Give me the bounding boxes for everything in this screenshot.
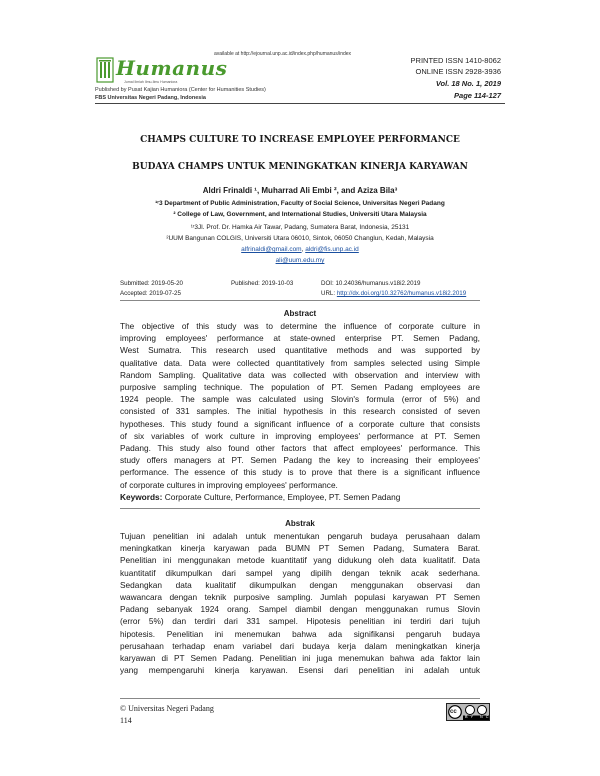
abstract-line: 1924 people. The sample was calculated using Slovin's formula (error of 5%) and	[120, 394, 480, 405]
abstrak-line: Sedangkan data kualitatif dikumpulkan dengan menggunakan observasi dan	[120, 579, 480, 590]
humanus-logo-icon	[96, 57, 114, 83]
abstrak-line: meningkatkan kinerja karyawan pada BUMN PT Semen Padang, Sumatera Barat.	[120, 543, 480, 554]
abstract-line: study offers managers at PT. Semen Padang the key to increasing their employees'	[120, 455, 480, 466]
email-line-1: alfrinaldi@gmail.com, aldri@fis.unp.ac.id	[241, 246, 359, 253]
published-date: Published: 2019-10-03	[231, 280, 294, 287]
abstrak-line: Penelitian ini menggunakan metode kuantitatif yang didukung oleh data kualitatif. Data	[120, 555, 480, 566]
email-link[interactable]: aldri@fis.unp.ac.id	[305, 246, 359, 253]
abstrak-line: Padang sebanyak 1924 orang. Sampel diambil dengan menggunakan rumus Slovin	[120, 604, 480, 615]
abstract-line: consisted of 331 samples. The initial hypothesis in this research consisted of seven	[120, 406, 480, 417]
abstract-line: West Sumatra. This research used quantitative methods and was supported by	[120, 345, 480, 356]
url-label: URL:	[321, 290, 336, 297]
online-issn: ONLINE ISSN 2928-3936	[415, 67, 501, 76]
volume-info: Vol. 18 No. 1, 2019	[435, 79, 501, 88]
abstrak-line: kuantitatif dikumpulkan dari sampel yang dipilih dengan teknik acak sederhana.	[120, 567, 480, 578]
availability-note: available at http://ejournal.unp.ac.id/index.php/humanus/index	[214, 51, 352, 57]
abstrak-line: yang mempengaruhi kinerja karyawan. Esensi dari penelitian ini adalah untuk	[120, 665, 480, 676]
abstrak-line: Tujuan penelitian ini adalah untuk menentukan pengaruh budaya perusahaan dalam	[120, 531, 480, 541]
affiliation-1: ¹ʳ3 Department of Public Administration, Faculty of Social Science, Universitas Negeri Padang	[155, 200, 445, 207]
cc-mark: cc	[450, 709, 457, 715]
abstract-heading: Abstract	[283, 309, 317, 318]
abstract-line: Random Sampling. Qualitative data was collected with observation and interview with	[120, 369, 480, 380]
abstrak-line: wawancara dengan teknik purposive sampling. Jumlah populasi karyawan PT Semen	[120, 592, 480, 603]
abstrak-line: karyawan di PT Semen Padang. Penelitian ini juga menemukan bahwa ada faktor lain	[120, 653, 480, 664]
abstract-english	[120, 320, 480, 503]
accepted-date: Accepted: 2019-07-25	[120, 290, 181, 297]
url-line	[321, 290, 466, 297]
authors: Aldri Frinaldi ¹, Muharrad Ali Embi ², and Aziza Bila³	[202, 186, 398, 195]
abstract-line: purposive sampling technique. The population of PT. Semen Padang employees are	[120, 382, 480, 393]
page-number: 114	[120, 716, 132, 725]
abstract-line: improving employees' performance at state-owned enterprise PT. Semen Padang,	[120, 333, 480, 344]
footer-divider	[120, 698, 480, 699]
abstract-line: hypotheses. This study found a significant influence of a corporate culture that consists	[120, 418, 480, 429]
header-divider	[95, 103, 505, 104]
license-text: BY NC	[465, 715, 492, 719]
abstrak-heading: Abstrak	[285, 519, 315, 528]
abstract-divider	[120, 508, 480, 509]
keywords: Corporate Culture, Performance, Employee, PT. Semen Padang	[164, 491, 401, 502]
address-1: ¹ʳ3Jl. Prof. Dr. Hamka Air Tawar, Padang, Sumatera Barat, Indonesia, 25131	[190, 224, 410, 231]
abstrak-line: hipotesis. Penelitian ini menemukan bahwa ada signifikansi pengaruh budaya	[120, 628, 480, 639]
page-range: Page 114-127	[454, 91, 501, 100]
email-line-2	[0, 257, 600, 264]
abstract-line: of corporate cultures in improving employees' performance.	[120, 479, 338, 490]
copyright: © Universitas Negeri Padang	[120, 704, 214, 713]
doi: DOI: 10.24036/humanus.v18i2.2019	[321, 280, 421, 287]
address-2: ²UUM Bangunan COLGIS, Universiti Utara 06010, Sintok, 06050 Changlun, Kedah, Malaysia	[166, 235, 434, 242]
publisher-line: Published by Pusat Kajian Humaniora (Center for Humanities Studies)	[95, 87, 266, 93]
abstract-line: of six variables of work culture in improving employees' performance at PT. Semen	[120, 430, 480, 441]
cc-by-nc-icon[interactable]	[446, 703, 490, 721]
email-link[interactable]: alfrinaldi@gmail.com	[241, 246, 302, 253]
submitted-date: Submitted: 2019-05-20	[120, 280, 183, 287]
abstrak-line: perusahaan terhadap enam variabel dari budaya kerja dalam meningkatkan kinerja	[120, 640, 480, 651]
journal-logo: Humanus	[116, 56, 228, 80]
keywords-label: Keywords:	[120, 491, 163, 502]
abstrak-line: (error 5%) dan terdiri dari 331 sampel. Hipotesis penelitian ini terdiri dari tujuh	[120, 616, 480, 627]
printed-issn: PRINTED ISSN 1410-8062	[410, 56, 501, 65]
abstract-indonesian	[120, 530, 480, 676]
affiliation-2: ² College of Law, Government, and International Studies, Universiti Utara Malaysia	[173, 211, 427, 218]
title-indonesian: BUDAYA CHAMPS UNTUK MENINGKATKAN KINERJA KARYAWAN	[132, 162, 468, 172]
abstract-line: The objective of this study was to determine the influence of corporate culture in	[120, 321, 480, 331]
abstract-line: qualitative data. Data were collected quantitatively from samples selected using Simple	[120, 357, 480, 368]
keywords-line	[120, 491, 480, 503]
doi-url-link[interactable]: http://dx.doi.org/10.32762/humanus.v18i2.2019	[336, 290, 467, 297]
logo-tagline: Jurnal Ilmiah Ilmu-Ilmu Humaniora	[124, 80, 178, 84]
abstract-line: performance. The essence of this study is to prove that there is a significant influence	[120, 467, 480, 478]
institution-line: FBS Universitas Negeri Padang, Indonesia	[95, 95, 206, 101]
abstract-line: Padang. This study also found other factors that affect employees' performance. This	[120, 443, 480, 454]
email-link[interactable]: ali@uum.edu.my	[275, 257, 325, 264]
meta-divider	[120, 300, 480, 301]
title-english: CHAMPS CULTURE TO INCREASE EMPLOYEE PERFORMANCE	[140, 135, 460, 145]
